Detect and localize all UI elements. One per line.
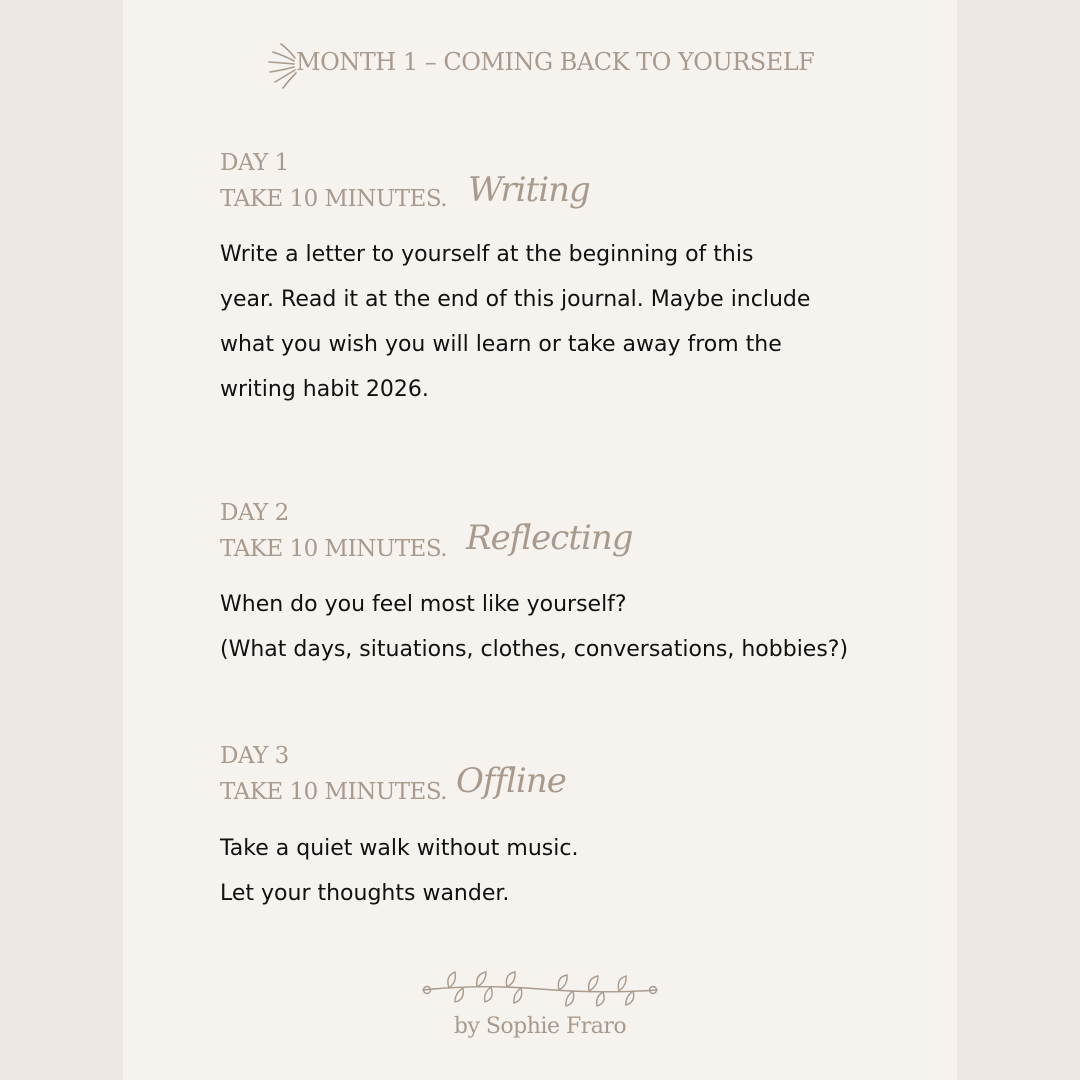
theme-word: Offline xyxy=(456,761,566,801)
theme-word: Reflecting xyxy=(466,518,633,558)
vine-icon xyxy=(419,968,661,1010)
duration-label: TAKE 10 MINUTES. xyxy=(220,186,448,212)
day-label: DAY 3 xyxy=(220,743,289,769)
prompt-line: (What days, situations, clothes, conversations, hobbies?) xyxy=(220,637,849,662)
theme-word: Writing xyxy=(468,170,590,210)
prompt-line: When do you feel most like yourself? xyxy=(220,592,627,617)
page-header xyxy=(123,40,957,92)
day-label: DAY 2 xyxy=(220,500,289,526)
prompt-line: Write a letter to yourself at the beginning of this xyxy=(220,242,754,267)
page-title: MONTH 1 – COMING BACK TO YOURSELF xyxy=(296,48,815,76)
prompt-line: Take a quiet walk without music. xyxy=(220,836,579,861)
duration-label: TAKE 10 MINUTES. xyxy=(220,779,448,805)
journal-page xyxy=(123,0,957,1080)
prompt-line: year. Read it at the end of this journal. Maybe include xyxy=(220,287,811,312)
prompt-line: what you wish you will learn or take away from the xyxy=(220,332,782,357)
day-label: DAY 1 xyxy=(220,150,289,176)
author-signature: by Sophie Fraro xyxy=(453,1014,627,1039)
prompt-line: writing habit 2026. xyxy=(220,377,429,402)
prompt-line: Let your thoughts wander. xyxy=(220,881,510,906)
duration-label: TAKE 10 MINUTES. xyxy=(220,536,448,562)
